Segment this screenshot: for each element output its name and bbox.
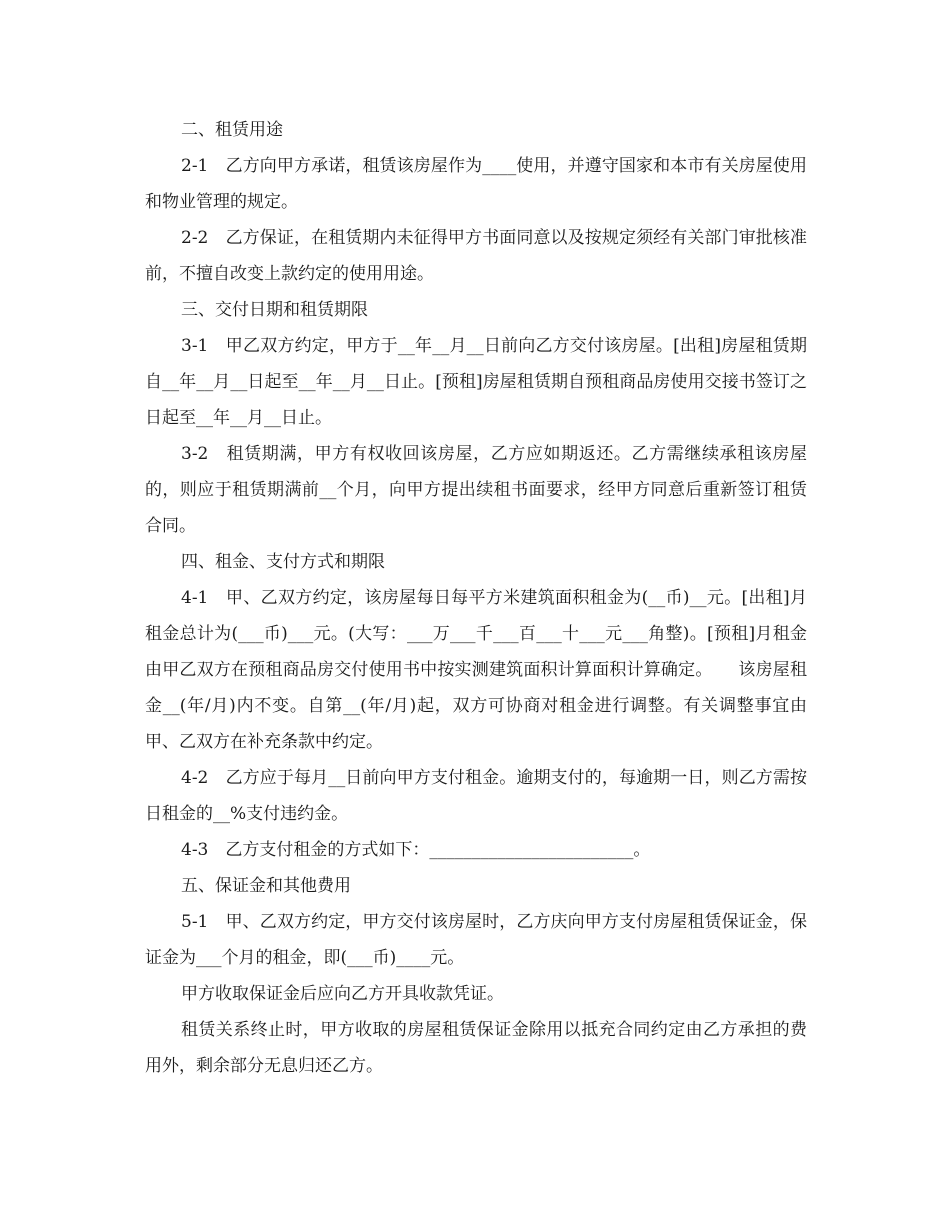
document-body (145, 112, 807, 1084)
clause-5-1: 5-1 甲、乙双方约定，甲方交付该房屋时，乙方庆向甲方支付房屋租赁保证金，保证金为___个月的租金，即(___币)____元。 (145, 912, 807, 968)
section-heading-deposit-fees: 五、保证金和其他费用 (181, 876, 351, 896)
clause-4-2: 4-2 乙方应于每月__日前向甲方支付租金。逾期支付的，每逾期一日，则乙方需按日租金的__%支付违约金。 (145, 768, 807, 824)
clause-4-1: 4-1 甲、乙双方约定，该房屋每日每平方米建筑面积租金为(__币)__元。[出租]月租金总计为(___币)___元。(大写：___万___千___百___十___元___角整)。[预租]月租金由甲乙双方在预租商品房交付使用书中按实测建筑面积计算面积计算确定。 该房屋租金__(年/月)内不变。自第__(年/月)起，双方可协商对租金进行调整。有关调整事宜由甲、乙双方在补充条款中约定。 (145, 588, 807, 752)
clause-3-1: 3-1 甲乙双方约定，甲方于__年__月__日前向乙方交付该房屋。[出租]房屋租赁期自__年__月__日起至__年__月__日止。[预租]房屋租赁期自预租商品房使用交接书签订之日起至__年__月__日止。 (145, 336, 807, 428)
deposit-receipt-paragraph: 甲方收取保证金后应向乙方开具收款凭证。 (181, 984, 504, 1004)
section-heading-usage: 二、租赁用途 (181, 120, 283, 140)
clause-2-1: 2-1 乙方向甲方承诺，租赁该房屋作为____使用，并遵守国家和本市有关房屋使用和物业管理的规定。 (145, 156, 807, 212)
clause-4-3: 4-3 乙方支付租金的方式如下：________________________。 (181, 840, 651, 860)
section-heading-rent-payment: 四、租金、支付方式和期限 (181, 552, 385, 572)
clause-2-2: 2-2 乙方保证，在租赁期内未征得甲方书面同意以及按规定须经有关部门审批核准前，不擅自改变上款约定的使用用途。 (145, 228, 807, 284)
clause-3-2: 3-2 租赁期满，甲方有权收回该房屋，乙方应如期返还。乙方需继续承租该房屋的，则应于租赁期满前__个月，向甲方提出续租书面要求，经甲方同意后重新签订租赁合同。 (145, 444, 807, 536)
deposit-return-paragraph: 租赁关系终止时，甲方收取的房屋租赁保证金除用以抵充合同约定由乙方承担的费用外，剩余部分无息归还乙方。 (145, 1020, 807, 1076)
section-heading-delivery-term: 三、交付日期和租赁期限 (181, 300, 368, 320)
